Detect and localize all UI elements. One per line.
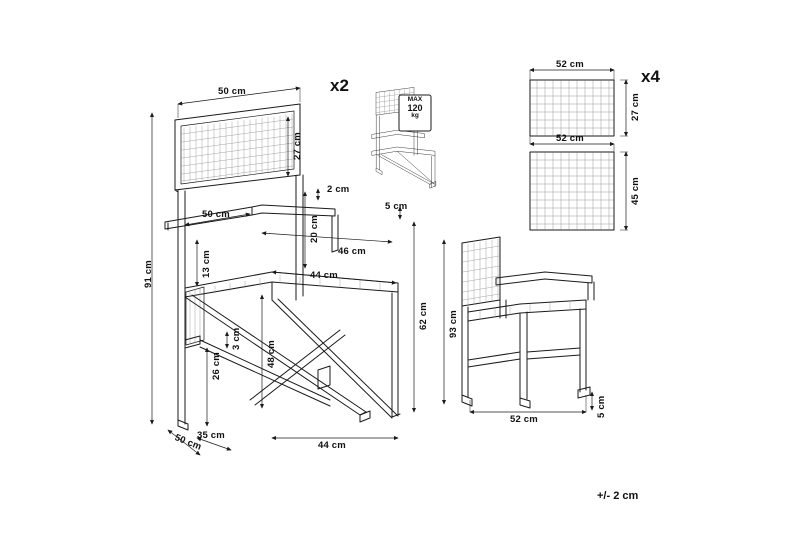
max-load-value: 120: [407, 102, 423, 113]
dim-back-post-to-seat: 20 cm: [309, 215, 320, 243]
dim-armrest-length: 46 cm: [338, 246, 366, 257]
dim-seat-width: 44 cm: [310, 270, 338, 281]
dim-rail-thickness: 3 cm: [231, 327, 242, 350]
dim-total-height: 91 cm: [143, 260, 154, 288]
max-load-badge: [399, 97, 431, 120]
quantity-chairs: x2: [330, 76, 349, 95]
dim-base-depth-small: 35 cm: [197, 430, 225, 441]
dim-gap-to-armrest: 2 cm: [327, 184, 350, 195]
dim-lower-rail-height: 26 cm: [211, 352, 222, 380]
dim-armrest-height-from-seat: 13 cm: [201, 250, 212, 278]
dim-base-depth: 50 cm: [172, 432, 203, 453]
dim-cover-bottom-width: 52 cm: [556, 133, 584, 144]
dim-cover-top-width: 52 cm: [556, 59, 584, 70]
dim-cover-top-height: 27 cm: [630, 93, 641, 121]
dim-side-height: 62 cm: [418, 302, 429, 330]
tolerance-note: +/- 2 cm: [597, 490, 639, 502]
quantity-covers: x4: [641, 67, 660, 86]
dim-side-chair-leg-thickness: 5 cm: [596, 395, 607, 418]
dim-side-chair-height: 93 cm: [448, 310, 459, 338]
max-load-line1: MAX: [407, 96, 423, 103]
dim-cover-bottom-height: 45 cm: [630, 177, 641, 205]
dim-base-width: 44 cm: [318, 440, 346, 451]
dim-backrest-height: 27 cm: [292, 132, 303, 160]
max-load-unit: kg: [411, 112, 419, 120]
dim-side-chair-depth: 52 cm: [510, 414, 538, 425]
dim-armrest-depth: 50 cm: [202, 209, 230, 220]
dim-backrest-width: 50 cm: [218, 86, 246, 97]
dim-armrest-thickness: 5 cm: [385, 201, 408, 212]
dim-seat-height: 48 cm: [266, 340, 277, 368]
